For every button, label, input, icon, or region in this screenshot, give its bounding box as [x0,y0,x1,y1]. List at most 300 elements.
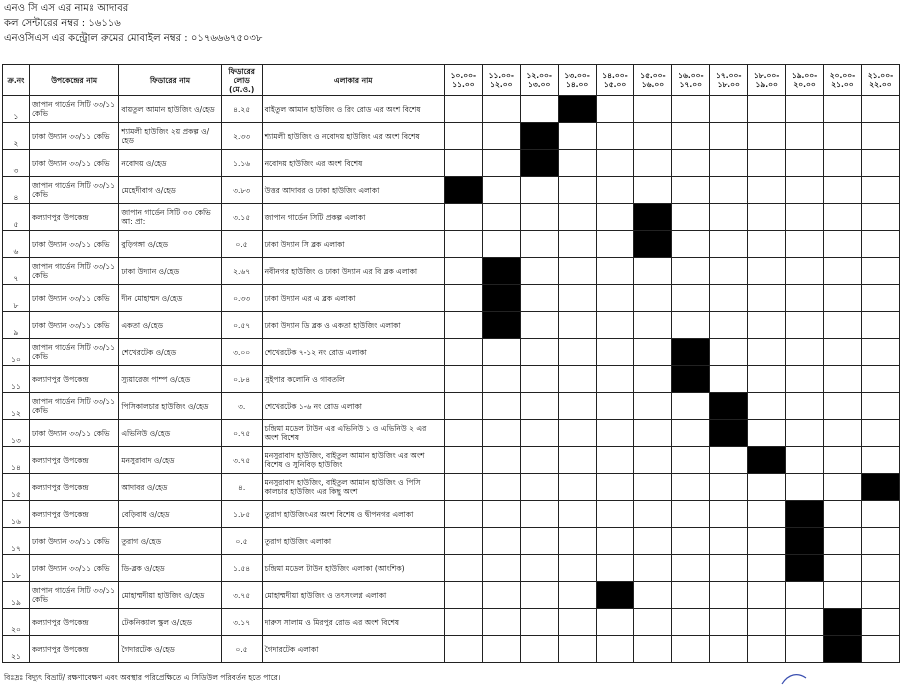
cell-sl: ১৬ [3,501,30,528]
cell-substation: ঢাকা উদ্যান ৩৩/১১ কেভি [29,150,118,177]
time-slot-from: ১১.০০- [488,71,515,80]
cell-sl: ১৮ [3,555,30,582]
time-slot-cell [786,96,824,123]
active-outage-slot [824,609,862,636]
time-slot-cell [634,609,672,636]
cell-substation: জাপান গার্ডেন সিটি ৩৩/১১ কেভি [29,339,118,366]
cell-area: গৈদারটেক এলাকা [262,636,444,663]
time-slot-cell [786,609,824,636]
table-row [3,150,900,177]
nocs-name: এনও সি এস এর নামঃ আদাবর [4,3,129,14]
time-slot-cell [634,501,672,528]
time-slot-cell [634,339,672,366]
time-slot-cell [748,231,786,258]
time-slot-cell [710,447,748,474]
cell-load: ০.৮৪ [221,366,262,393]
cell-sl: ৬ [3,231,30,258]
time-slot-cell [520,528,558,555]
time-slot-cell [861,420,899,447]
time-slot-cell [482,366,520,393]
time-slot-cell [482,474,520,501]
cell-substation: ঢাকা উদ্যান ৩৩/১১ কেভি [29,312,118,339]
active-outage-slot [786,501,824,528]
time-slot-cell [786,447,824,474]
col-header-time-slot [558,65,596,96]
time-slot-cell [748,312,786,339]
time-slot-cell [520,447,558,474]
cell-area: শ্যামলী হাউজিং ও নবোদয় হাউজিং এর অংশ বিশেষ [262,123,444,150]
time-slot-cell [861,96,899,123]
time-slot-cell [558,366,596,393]
table-row [3,258,900,285]
time-slot-cell [672,636,710,663]
time-slot-cell [861,123,899,150]
time-slot-cell [444,501,482,528]
table-header-row [3,65,900,96]
col-header-time-slot [672,65,710,96]
active-outage-slot [710,420,748,447]
time-slot-cell [558,501,596,528]
time-slot-cell [786,231,824,258]
time-slot-cell [861,150,899,177]
time-slot-cell [786,366,824,393]
active-outage-slot [482,312,520,339]
cell-feeder: আদাবর ও/হেড [119,474,221,501]
time-slot-cell [482,609,520,636]
time-slot-to: ১৯.০০ [755,80,778,89]
time-slot-cell [824,366,862,393]
time-slot-cell [444,582,482,609]
cell-feeder: স্যুয়ারেজ পাম্প ও/হেড [119,366,221,393]
time-slot-cell [748,177,786,204]
time-slot-cell [824,393,862,420]
time-slot-cell [596,204,634,231]
time-slot-from: ১৮.০০- [753,71,780,80]
table-row [3,555,900,582]
cell-sl: ১৭ [3,528,30,555]
cell-sl: ১১ [3,366,30,393]
time-slot-cell [444,366,482,393]
time-slot-cell [710,339,748,366]
cell-feeder: টেকনিক্যাল স্কুল ও/হেড [119,609,221,636]
table-row [3,393,900,420]
time-slot-cell [444,312,482,339]
table-row [3,609,900,636]
time-slot-cell [672,555,710,582]
time-slot-cell [710,555,748,582]
time-slot-cell [520,474,558,501]
active-outage-slot [786,555,824,582]
cell-sl: ১২ [3,393,30,420]
time-slot-cell [596,258,634,285]
time-slot-cell [596,393,634,420]
cell-sl: ১৩ [3,420,30,447]
time-slot-cell [520,96,558,123]
col-header-time-slot [861,65,899,96]
time-slot-cell [520,420,558,447]
active-outage-slot [634,231,672,258]
cell-area: দারুস সালাম ও মিরপুর রোড এর অংশ বিশেষ [262,609,444,636]
time-slot-cell [861,582,899,609]
time-slot-cell [861,501,899,528]
table-row [3,339,900,366]
cell-feeder: বায়তুল আমান হাউজিং ও/হেড [119,96,221,123]
cell-sl: ১০ [3,339,30,366]
time-slot-to: ১৭.০০ [679,80,703,89]
cell-area: সুইপার কলোনি ও গাবতলি [262,366,444,393]
cell-area: মোহাম্মদীয়া হাউজিং ও তৎসংলগ্ন এলাকা [262,582,444,609]
time-slot-cell [786,420,824,447]
cell-load: ১.১৬ [221,150,262,177]
cell-load: ৩. [221,393,262,420]
time-slot-cell [520,231,558,258]
time-slot-cell [786,285,824,312]
time-slot-cell [748,636,786,663]
time-slot-from: ১৪.০০- [602,71,628,80]
cell-feeder: দীন মোহাম্মদ ও/হেড [119,285,221,312]
cell-sl: ১৪ [3,447,30,474]
col-header-load: ফিডারের লোড (মে.ও.) [221,65,262,96]
time-slot-cell [520,582,558,609]
time-slot-cell [672,96,710,123]
time-slot-cell [748,366,786,393]
time-slot-cell [444,609,482,636]
time-slot-cell [482,150,520,177]
active-outage-slot [482,285,520,312]
time-slot-cell [748,582,786,609]
time-slot-cell [672,177,710,204]
time-slot-cell [634,393,672,420]
time-slot-cell [596,474,634,501]
time-slot-cell [444,231,482,258]
time-slot-cell [710,528,748,555]
time-slot-cell [672,420,710,447]
cell-feeder: ডি-ব্লক ও/হেড [119,555,221,582]
time-slot-to: ১৬.০০ [641,80,665,89]
time-slot-cell [596,231,634,258]
cell-area: চন্দ্রিমা মডেল টাউন হাউজিং এলাকা (আংশিক) [262,555,444,582]
cell-area: ঢাকা উদ্যান এর এ ব্লক এলাকা [262,285,444,312]
time-slot-cell [710,501,748,528]
time-slot-cell [861,339,899,366]
time-slot-cell [558,555,596,582]
time-slot-to: ১২.০০ [490,80,513,89]
cell-feeder: গৈদারটেক ও/হেড [119,636,221,663]
time-slot-cell [672,609,710,636]
time-slot-cell [824,177,862,204]
time-slot-cell [634,366,672,393]
time-slot-cell [861,636,899,663]
cell-substation: কল্যাণপুর উপকেন্দ্র [29,366,118,393]
time-slot-cell [824,123,862,150]
time-slot-cell [786,393,824,420]
time-slot-cell [520,339,558,366]
time-slot-cell [710,366,748,393]
time-slot-cell [634,177,672,204]
table-row [3,366,900,393]
active-outage-slot [786,528,824,555]
cell-load: ০.৫ [221,528,262,555]
time-slot-cell [444,123,482,150]
time-slot-cell [558,447,596,474]
time-slot-to: ১৫.০০ [603,80,627,89]
cell-feeder: বেড়িবাধ ও/হেড [119,501,221,528]
time-slot-cell [482,96,520,123]
time-slot-cell [824,312,862,339]
table-row [3,447,900,474]
time-slot-cell [672,285,710,312]
time-slot-cell [596,312,634,339]
time-slot-cell [520,609,558,636]
cell-sl: ৭ [3,258,30,285]
time-slot-cell [482,420,520,447]
time-slot-cell [558,393,596,420]
time-slot-cell [558,123,596,150]
cell-load: ৩.১৭ [221,609,262,636]
time-slot-cell [444,285,482,312]
time-slot-cell [520,501,558,528]
cell-load: ৪.২৫ [221,96,262,123]
cell-feeder: শেখেরটেক ও/হেড [119,339,221,366]
cell-feeder: মোহাম্মদীয়া হাউজিং ও/হেড [119,582,221,609]
cell-load: ২.৩৩ [221,123,262,150]
time-slot-cell [824,96,862,123]
time-slot-cell [748,258,786,285]
col-header-time-slot [824,65,862,96]
time-slot-cell [710,474,748,501]
time-slot-cell [558,231,596,258]
time-slot-cell [748,501,786,528]
time-slot-from: ১৬.০০- [678,71,704,80]
time-slot-cell [558,312,596,339]
time-slot-cell [520,555,558,582]
cell-load: ০.৫৭ [221,312,262,339]
time-slot-cell [634,528,672,555]
time-slot-cell [861,285,899,312]
time-slot-cell [558,420,596,447]
time-slot-cell [748,474,786,501]
time-slot-cell [861,609,899,636]
time-slot-cell [748,555,786,582]
cell-area: চন্দ্রিমা মডেল টাউন এর এভিনিউ ১ ও এভিনিউ ২ এর অংশ বিশেষ [262,420,444,447]
time-slot-cell [596,285,634,312]
time-slot-cell [482,528,520,555]
time-slot-from: ২০.০০- [829,71,856,80]
table-row [3,420,900,447]
cell-sl: ১ [3,96,30,123]
table-row [3,123,900,150]
active-outage-slot [861,474,899,501]
time-slot-cell [596,177,634,204]
time-slot-cell [710,312,748,339]
active-outage-slot [672,339,710,366]
active-outage-slot [672,366,710,393]
time-slot-cell [824,474,862,501]
cell-area: তুরাগ হাউজিং এলাকা [262,528,444,555]
time-slot-cell [520,393,558,420]
time-slot-cell [786,339,824,366]
time-slot-cell [482,582,520,609]
time-slot-to: ১১.০০ [452,80,475,89]
cell-area: শেখেরটেক ৭-১২ নং রোড এলাকা [262,339,444,366]
cell-sl: ৪ [3,177,30,204]
time-slot-cell [824,204,862,231]
time-slot-to: ২০.০০ [793,80,816,89]
cell-area: মনসুরাবাদ হাউজিং, বাইতুল আমান হাউজিং এর অংশ বিশেষ ও সুনিবিড় হাউজিং [262,447,444,474]
time-slot-cell [710,96,748,123]
time-slot-cell [672,447,710,474]
time-slot-cell [672,204,710,231]
time-slot-cell [786,177,824,204]
time-slot-cell [634,123,672,150]
col-header-time-slot [444,65,482,96]
time-slot-cell [520,204,558,231]
active-outage-slot [710,393,748,420]
cell-substation: কল্যাণপুর উপকেন্দ্র [29,501,118,528]
time-slot-cell [634,312,672,339]
col-header-substation: উপকেন্দ্রের নাম [29,65,118,96]
time-slot-cell [634,582,672,609]
time-slot-cell [520,366,558,393]
cell-substation: জাপান গার্ডেন সিটি ৩৩/১১ কেভি [29,96,118,123]
cell-load: ০.৫ [221,231,262,258]
time-slot-cell [634,258,672,285]
time-slot-cell [634,285,672,312]
time-slot-cell [444,447,482,474]
cell-load: ০.৭৫ [221,420,262,447]
cell-substation: কল্যাণপুর উপকেন্দ্র [29,636,118,663]
cell-feeder: বুড়িগঙ্গা ও/হেড [119,231,221,258]
cell-load: ০.৩৩ [221,285,262,312]
cell-substation: জাপান গার্ডেন সিটি ৩৩/১১ কেভি [29,582,118,609]
col-header-time-slot [748,65,786,96]
time-slot-cell [824,555,862,582]
col-header-area: এলাকার নাম [262,65,444,96]
time-slot-cell [786,204,824,231]
time-slot-from: ১০.০০- [450,71,477,80]
time-slot-from: ১৭.০০- [716,71,742,80]
time-slot-cell [482,555,520,582]
time-slot-cell [444,555,482,582]
control-room-mobile: এনওসিএস এর কন্ট্রোল রুমের মোবাইল নম্বর : ০১৭৬৬৬৭৫০৩৮ [4,33,263,44]
time-slot-cell [861,312,899,339]
time-slot-cell [634,96,672,123]
call-center-number: কল সেন্টারের নম্বর : ১৬১১৬ [4,18,121,29]
time-slot-cell [596,420,634,447]
cell-feeder: নবোদয় ও/হেড [119,150,221,177]
time-slot-cell [824,420,862,447]
time-slot-cell [861,528,899,555]
time-slot-cell [786,312,824,339]
time-slot-cell [444,528,482,555]
cell-feeder: এভিনিউ ও/হেড [119,420,221,447]
time-slot-cell [672,150,710,177]
time-slot-cell [482,501,520,528]
time-slot-cell [824,501,862,528]
time-slot-cell [672,393,710,420]
time-slot-cell [444,204,482,231]
cell-feeder: শ্যামলী হাউজিং ২য় প্রকল্প ও/হেড [119,123,221,150]
time-slot-cell [482,123,520,150]
cell-area: ঢাকা উদ্যান সি ব্লক এলাকা [262,231,444,258]
time-slot-cell [748,609,786,636]
cell-load: ৩.১৫ [221,204,262,231]
time-slot-cell [710,258,748,285]
time-slot-cell [748,528,786,555]
time-slot-cell [861,393,899,420]
time-slot-cell [710,204,748,231]
time-slot-cell [558,177,596,204]
time-slot-cell [482,177,520,204]
time-slot-cell [710,582,748,609]
signature-mark [780,672,810,686]
cell-substation: কল্যাণপুর উপকেন্দ্র [29,609,118,636]
col-header-time-slot [520,65,558,96]
time-slot-cell [634,555,672,582]
load-shedding-schedule-table [2,64,900,663]
time-slot-cell [482,204,520,231]
time-slot-cell [634,636,672,663]
time-slot-cell [786,258,824,285]
cell-feeder: মেহেদীবাগ ও/হেড [119,177,221,204]
active-outage-slot [444,177,482,204]
time-slot-cell [558,285,596,312]
cell-sl: ৫ [3,204,30,231]
time-slot-cell [824,231,862,258]
time-slot-from: ১৫.০০- [640,71,666,80]
table-row [3,582,900,609]
time-slot-cell [520,258,558,285]
time-slot-cell [672,258,710,285]
cell-substation: ঢাকা উদ্যান ৩৩/১১ কেভি [29,285,118,312]
time-slot-cell [748,420,786,447]
cell-load: ৩.৭৫ [221,582,262,609]
time-slot-cell [558,636,596,663]
time-slot-cell [482,636,520,663]
document-header [4,1,262,46]
time-slot-cell [861,231,899,258]
time-slot-cell [596,636,634,663]
time-slot-cell [482,393,520,420]
time-slot-cell [748,123,786,150]
cell-area: নবীনগর হাউজিং ও ঢাকা উদ্যান এর বি ব্লক এলাকা [262,258,444,285]
time-slot-cell [824,528,862,555]
time-slot-from: ১২.০০- [526,71,552,80]
time-slot-cell [748,285,786,312]
time-slot-cell [824,285,862,312]
cell-load: ১.৮৫ [221,501,262,528]
time-slot-cell [558,474,596,501]
active-outage-slot [482,258,520,285]
time-slot-cell [444,420,482,447]
time-slot-cell [520,312,558,339]
time-slot-cell [634,420,672,447]
time-slot-cell [710,285,748,312]
time-slot-cell [824,582,862,609]
time-slot-cell [558,258,596,285]
active-outage-slot [558,96,596,123]
time-slot-cell [672,582,710,609]
cell-substation: ঢাকা উদ্যান ৩৩/১১ কেভি [29,123,118,150]
time-slot-cell [748,339,786,366]
time-slot-cell [558,339,596,366]
time-slot-cell [748,204,786,231]
time-slot-cell [672,501,710,528]
active-outage-slot [596,582,634,609]
table-row [3,285,900,312]
time-slot-cell [861,366,899,393]
time-slot-cell [520,636,558,663]
